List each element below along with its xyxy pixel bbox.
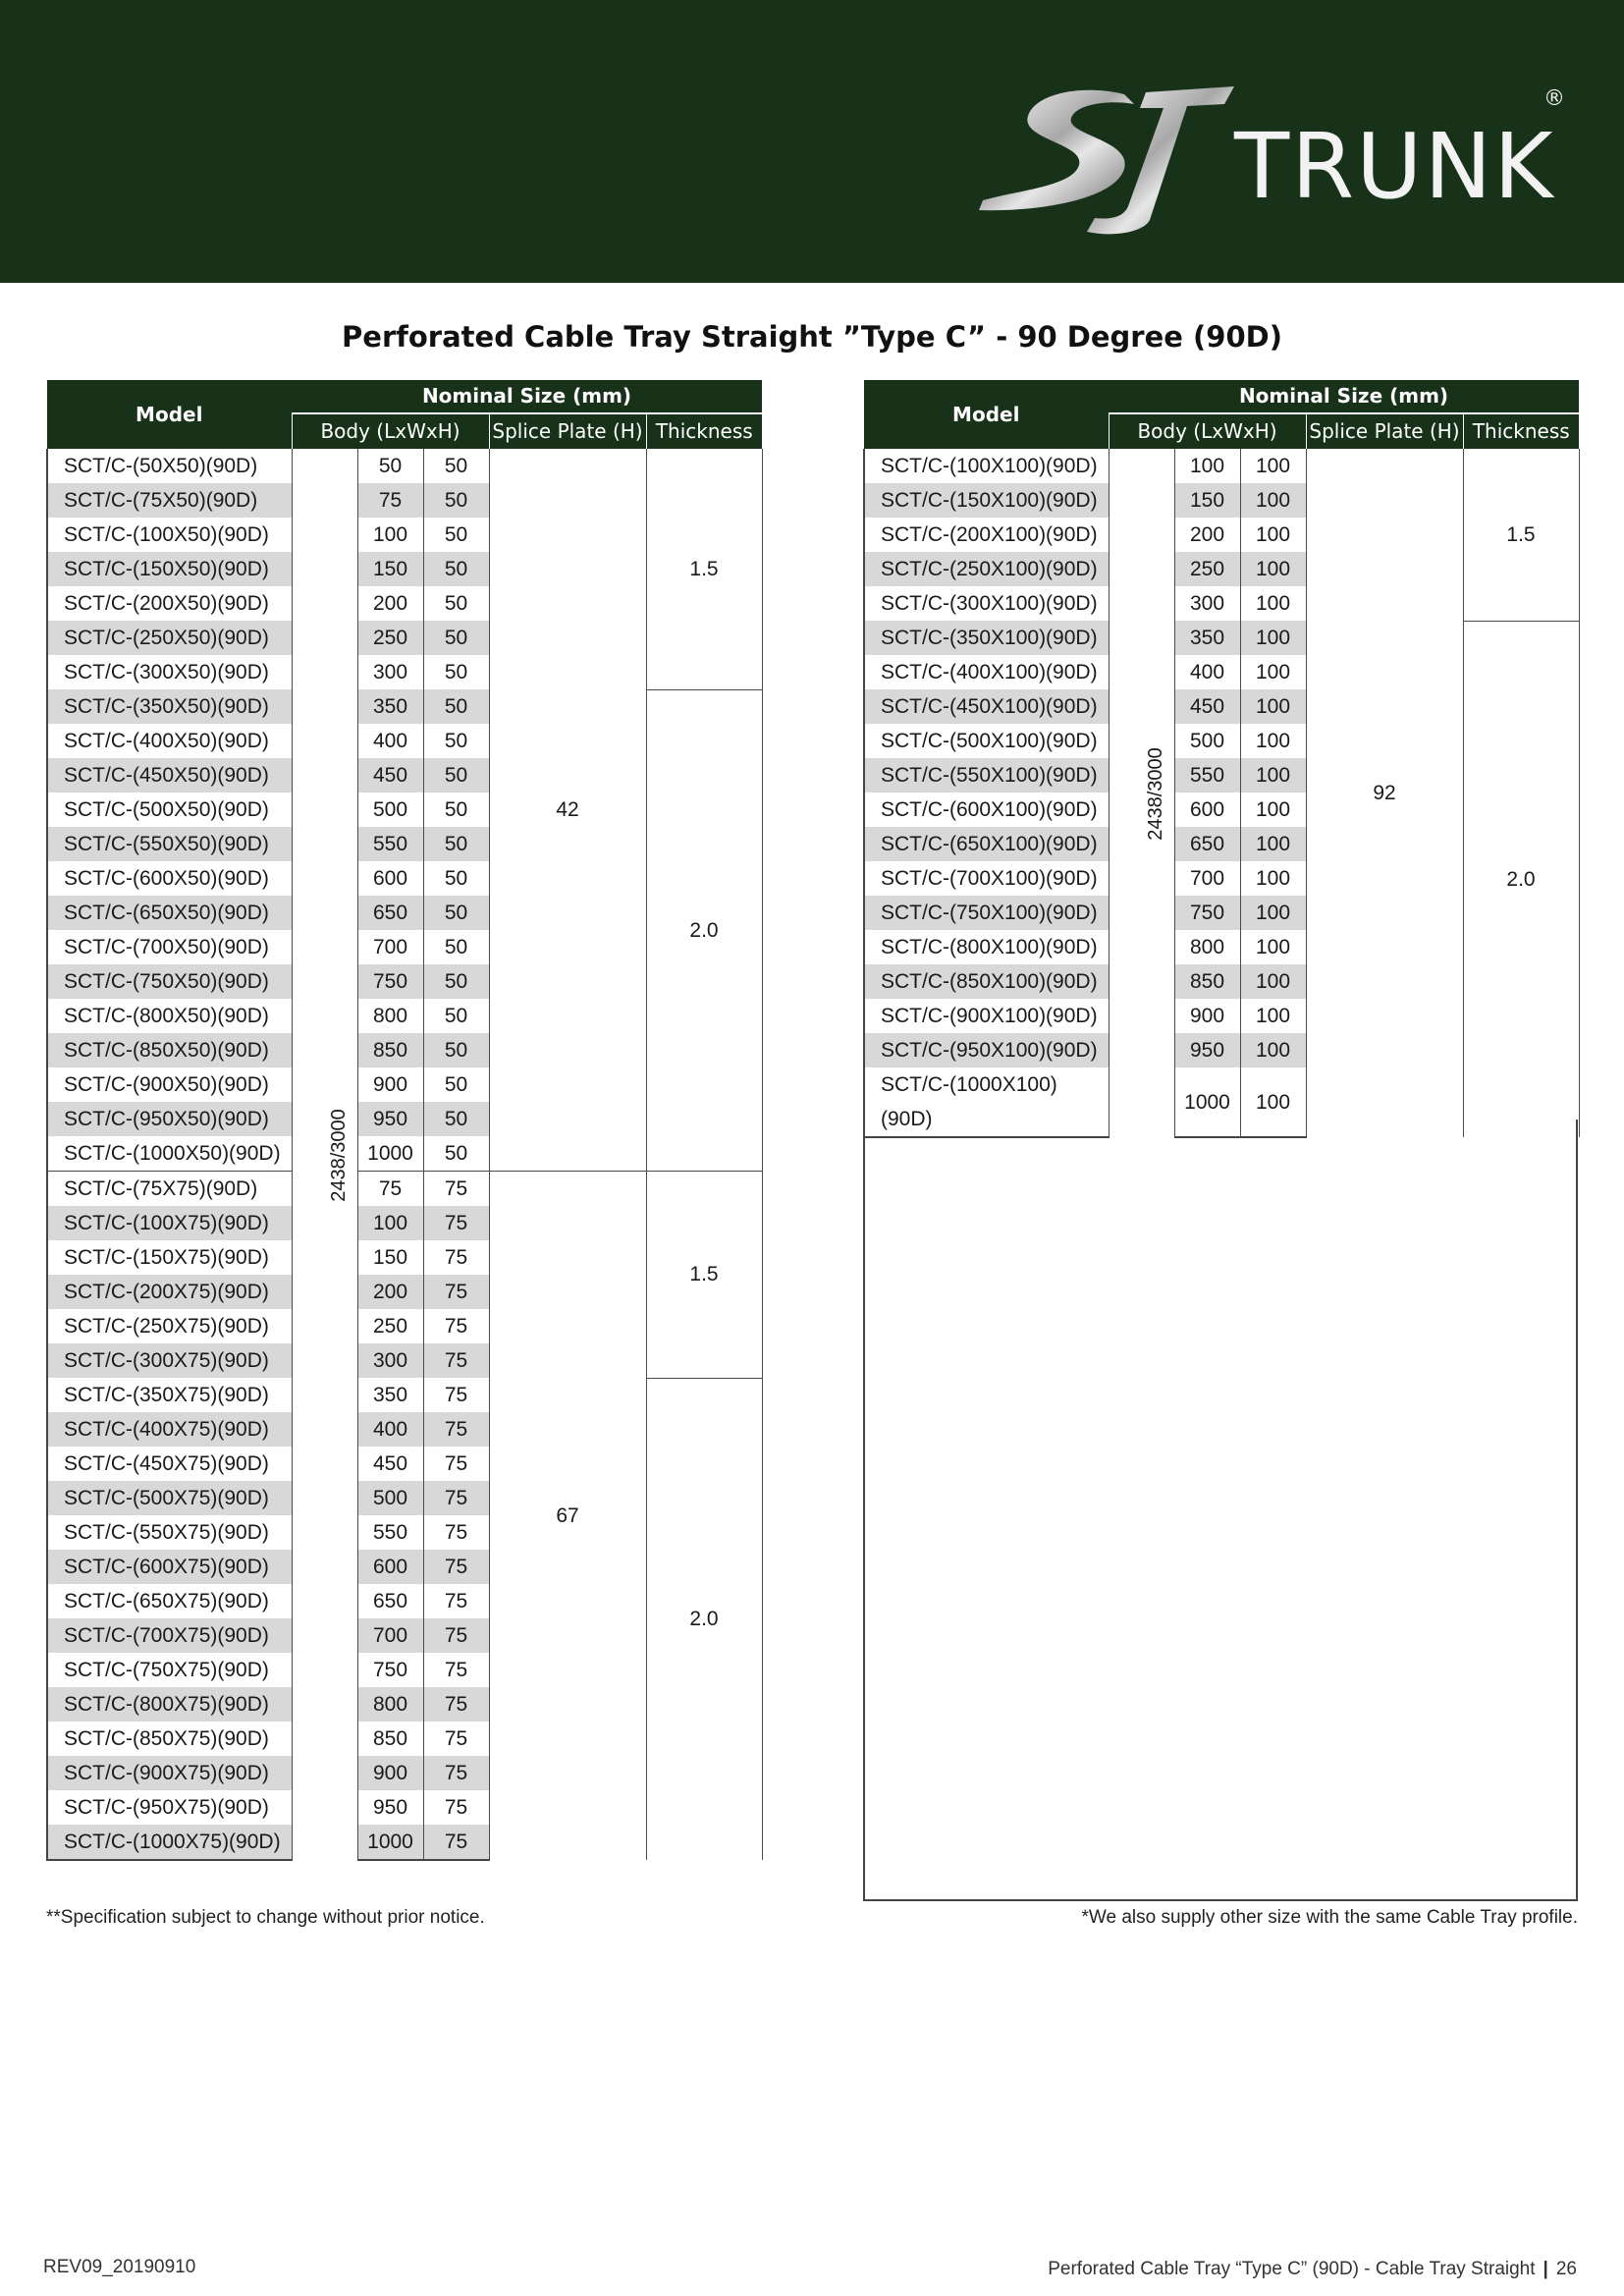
width-cell: 75 (357, 483, 423, 518)
model-cell: SCT/C-(700X75)(90D) (47, 1618, 292, 1653)
height-cell: 75 (423, 1275, 489, 1309)
page-title: Perforated Cable Tray Straight ”Type C” - 90 Degree (90D) (342, 320, 1282, 354)
table-row (47, 1172, 762, 1207)
model-cell: SCT/C-(600X100)(90D) (864, 793, 1109, 827)
width-cell: 900 (357, 1756, 423, 1790)
height-cell: 50 (423, 1136, 489, 1172)
model-cell: SCT/C-(75X75)(90D) (47, 1172, 292, 1207)
model-cell: SCT/C-(250X75)(90D) (47, 1309, 292, 1343)
width-cell: 950 (1174, 1033, 1240, 1067)
width-cell: 200 (357, 1275, 423, 1309)
height-cell: 75 (423, 1447, 489, 1481)
spec-table-left (46, 380, 763, 1861)
height-cell: 75 (423, 1343, 489, 1378)
splice-plate-cell: 92 (1306, 449, 1463, 1137)
col-header-model: Model (47, 380, 292, 449)
height-cell: 75 (423, 1825, 489, 1860)
width-cell: 900 (357, 1067, 423, 1102)
registered-mark: ® (1543, 86, 1565, 111)
model-cell: SCT/C-(550X50)(90D) (47, 827, 292, 861)
width-cell: 200 (1174, 518, 1240, 552)
height-cell: 50 (423, 999, 489, 1033)
height-cell: 100 (1240, 930, 1306, 964)
length-cell (292, 449, 357, 1860)
height-cell: 50 (423, 449, 489, 483)
width-cell: 400 (1174, 655, 1240, 689)
height-cell: 50 (423, 861, 489, 896)
model-cell: SCT/C-(1000X75)(90D) (47, 1825, 292, 1860)
width-cell: 500 (1174, 724, 1240, 758)
width-cell: 700 (1174, 861, 1240, 896)
model-cell: SCT/C-(550X75)(90D) (47, 1515, 292, 1550)
width-cell: 950 (357, 1790, 423, 1825)
empty-table-area (863, 1120, 1578, 1901)
width-cell: 100 (1174, 449, 1240, 483)
height-cell: 75 (423, 1378, 489, 1412)
width-cell: 300 (357, 655, 423, 689)
height-cell: 50 (423, 896, 489, 930)
width-cell: 600 (357, 1550, 423, 1584)
height-cell: 75 (423, 1653, 489, 1687)
height-cell: 100 (1240, 861, 1306, 896)
height-cell: 50 (423, 930, 489, 964)
footer-section-title: Perforated Cable Tray “Type C” (90D) - Cable Tray Straight (1048, 2259, 1536, 2279)
height-cell: 50 (423, 552, 489, 586)
width-cell: 550 (357, 1515, 423, 1550)
width-cell: 300 (1174, 586, 1240, 621)
model-cell: SCT/C-(300X50)(90D) (47, 655, 292, 689)
height-cell: 75 (423, 1172, 489, 1207)
col-header-nominal-size: Nominal Size (mm) (292, 380, 762, 413)
model-cell: SCT/C-(100X50)(90D) (47, 518, 292, 552)
height-cell: 75 (423, 1481, 489, 1515)
model-cell: SCT/C-(400X100)(90D) (864, 655, 1109, 689)
thickness-cell: 2.0 (646, 689, 762, 1172)
model-cell: SCT/C-(650X100)(90D) (864, 827, 1109, 861)
height-cell: 100 (1240, 483, 1306, 518)
col-header-thickness: Thickness (646, 413, 762, 449)
width-cell: 600 (1174, 793, 1240, 827)
revision-code: REV09_20190910 (43, 2257, 196, 2277)
width-cell: 1000 (357, 1136, 423, 1172)
thickness-cell: 1.5 (1463, 449, 1579, 621)
model-cell: SCT/C-(100X75)(90D) (47, 1206, 292, 1240)
model-cell: SCT/C-(300X100)(90D) (864, 586, 1109, 621)
width-cell: 500 (357, 793, 423, 827)
width-cell: 900 (1174, 999, 1240, 1033)
splice-plate-cell: 42 (489, 449, 646, 1172)
width-cell: 500 (357, 1481, 423, 1515)
table-row (47, 1378, 762, 1412)
height-cell: 100 (1240, 896, 1306, 930)
model-cell: SCT/C-(250X100)(90D) (864, 552, 1109, 586)
model-cell: SCT/C-(200X50)(90D) (47, 586, 292, 621)
other-sizes-note: *We also supply other size with the same Cable Tray profile. (1081, 1907, 1578, 1928)
sj-logo-mark-icon (977, 75, 1242, 242)
width-cell: 150 (1174, 483, 1240, 518)
model-cell: SCT/C-(750X75)(90D) (47, 1653, 292, 1687)
table-row (47, 689, 762, 724)
width-cell: 250 (1174, 552, 1240, 586)
height-cell: 75 (423, 1756, 489, 1790)
model-cell: SCT/C-(900X75)(90D) (47, 1756, 292, 1790)
splice-plate-cell: 67 (489, 1172, 646, 1861)
width-cell: 400 (357, 1412, 423, 1447)
table-row (864, 621, 1579, 655)
height-cell: 100 (1240, 827, 1306, 861)
width-cell: 550 (1174, 758, 1240, 793)
height-cell: 75 (423, 1790, 489, 1825)
model-cell: SCT/C-(700X50)(90D) (47, 930, 292, 964)
width-cell: 750 (357, 1653, 423, 1687)
model-cell: SCT/C-(950X100)(90D) (864, 1033, 1109, 1067)
model-cell: SCT/C-(50X50)(90D) (47, 449, 292, 483)
model-cell: SCT/C-(450X75)(90D) (47, 1447, 292, 1481)
col-header-body: Body (LxWxH) (1109, 413, 1306, 449)
height-cell: 75 (423, 1687, 489, 1722)
brand-wordmark: TRUNK (1234, 114, 1555, 219)
model-cell: SCT/C-(550X100)(90D) (864, 758, 1109, 793)
width-cell: 800 (357, 1687, 423, 1722)
brand-header (0, 0, 1624, 283)
width-cell: 75 (357, 1172, 423, 1207)
model-cell: SCT/C-(750X50)(90D) (47, 964, 292, 999)
page-number: 26 (1555, 2259, 1577, 2279)
thickness-cell: 1.5 (646, 449, 762, 689)
model-cell: SCT/C-(450X50)(90D) (47, 758, 292, 793)
spec-disclaimer-note: **Specification subject to change without prior notice. (46, 1907, 485, 1928)
model-cell: SCT/C-(400X75)(90D) (47, 1412, 292, 1447)
model-cell: SCT/C-(800X50)(90D) (47, 999, 292, 1033)
model-cell: SCT/C-(800X100)(90D) (864, 930, 1109, 964)
model-cell: SCT/C-(700X100)(90D) (864, 861, 1109, 896)
length-value: 2438/3000 (327, 1108, 350, 1202)
height-cell: 75 (423, 1412, 489, 1447)
height-cell: 50 (423, 655, 489, 689)
brand-logo (977, 75, 1586, 242)
width-cell: 450 (1174, 689, 1240, 724)
width-cell: 650 (1174, 827, 1240, 861)
model-cell: SCT/C-(850X75)(90D) (47, 1722, 292, 1756)
height-cell: 75 (423, 1722, 489, 1756)
model-cell: SCT/C-(900X50)(90D) (47, 1067, 292, 1102)
width-cell: 50 (357, 449, 423, 483)
height-cell: 75 (423, 1618, 489, 1653)
height-cell: 50 (423, 1033, 489, 1067)
model-cell: SCT/C-(100X100)(90D) (864, 449, 1109, 483)
model-cell: SCT/C-(450X100)(90D) (864, 689, 1109, 724)
height-cell: 50 (423, 1102, 489, 1136)
width-cell: 750 (1174, 896, 1240, 930)
col-header-splice-plate: Splice Plate (H) (1306, 413, 1463, 449)
height-cell: 100 (1240, 586, 1306, 621)
height-cell: 100 (1240, 552, 1306, 586)
model-cell: SCT/C-(850X50)(90D) (47, 1033, 292, 1067)
width-cell: 350 (357, 689, 423, 724)
height-cell: 50 (423, 758, 489, 793)
width-cell: 350 (1174, 621, 1240, 655)
page-footer: Perforated Cable Tray “Type C” (90D) - Cable Tray Straight | 26 (1048, 2259, 1577, 2279)
model-cell: SCT/C-(200X100)(90D) (864, 518, 1109, 552)
height-cell: 100 (1240, 621, 1306, 655)
width-cell: 850 (357, 1033, 423, 1067)
width-cell: 650 (357, 1584, 423, 1618)
thickness-cell: 2.0 (646, 1378, 762, 1860)
table-row (864, 449, 1579, 483)
model-cell: SCT/C-(500X100)(90D) (864, 724, 1109, 758)
width-cell: 750 (357, 964, 423, 999)
height-cell: 100 (1240, 793, 1306, 827)
model-cell: SCT/C-(900X100)(90D) (864, 999, 1109, 1033)
model-cell: SCT/C-(500X50)(90D) (47, 793, 292, 827)
height-cell: 100 (1240, 999, 1306, 1033)
height-cell: 75 (423, 1240, 489, 1275)
col-header-splice-plate: Splice Plate (H) (489, 413, 646, 449)
model-cell: SCT/C-(350X100)(90D) (864, 621, 1109, 655)
model-cell: SCT/C-(200X75)(90D) (47, 1275, 292, 1309)
model-cell: SCT/C-(650X75)(90D) (47, 1584, 292, 1618)
model-cell: SCT/C-(350X50)(90D) (47, 689, 292, 724)
width-cell: 850 (357, 1722, 423, 1756)
height-cell: 50 (423, 518, 489, 552)
height-cell: 100 (1240, 1033, 1306, 1067)
height-cell: 50 (423, 964, 489, 999)
thickness-cell: 2.0 (1463, 621, 1579, 1137)
model-cell: SCT/C-(800X75)(90D) (47, 1687, 292, 1722)
model-cell: SCT/C-(150X50)(90D) (47, 552, 292, 586)
model-cell: SCT/C-(1000X50)(90D) (47, 1136, 292, 1172)
width-cell: 1000 (357, 1825, 423, 1860)
model-cell: SCT/C-(950X50)(90D) (47, 1102, 292, 1136)
width-cell: 200 (357, 586, 423, 621)
width-cell: 150 (357, 552, 423, 586)
length-value: 2438/3000 (1144, 746, 1166, 841)
height-cell: 75 (423, 1515, 489, 1550)
model-cell: SCT/C-(75X50)(90D) (47, 483, 292, 518)
col-header-nominal-size: Nominal Size (mm) (1109, 380, 1579, 413)
height-cell: 100 (1240, 758, 1306, 793)
width-cell: 850 (1174, 964, 1240, 999)
width-cell: 400 (357, 724, 423, 758)
model-cell: SCT/C-(850X100)(90D) (864, 964, 1109, 999)
height-cell: 100 (1240, 964, 1306, 999)
model-cell: SCT/C-(300X75)(90D) (47, 1343, 292, 1378)
model-cell: SCT/C-(250X50)(90D) (47, 621, 292, 655)
model-cell: SCT/C-(400X50)(90D) (47, 724, 292, 758)
height-cell: 75 (423, 1550, 489, 1584)
height-cell: 50 (423, 586, 489, 621)
model-cell: SCT/C-(500X75)(90D) (47, 1481, 292, 1515)
col-header-thickness: Thickness (1463, 413, 1579, 449)
model-cell: SCT/C-(750X100)(90D) (864, 896, 1109, 930)
model-cell: SCT/C-(650X50)(90D) (47, 896, 292, 930)
height-cell: 100 (1240, 724, 1306, 758)
width-cell: 650 (357, 896, 423, 930)
height-cell: 75 (423, 1309, 489, 1343)
width-cell: 800 (1174, 930, 1240, 964)
height-cell: 50 (423, 621, 489, 655)
height-cell: 100 (1240, 655, 1306, 689)
width-cell: 450 (357, 758, 423, 793)
height-cell: 50 (423, 724, 489, 758)
model-cell: SCT/C-(950X75)(90D) (47, 1790, 292, 1825)
height-cell: 75 (423, 1206, 489, 1240)
width-cell: 450 (357, 1447, 423, 1481)
width-cell: 100 (357, 518, 423, 552)
height-cell: 50 (423, 689, 489, 724)
height-cell: 50 (423, 483, 489, 518)
width-cell: 250 (357, 1309, 423, 1343)
height-cell: 50 (423, 1067, 489, 1102)
height-cell: 75 (423, 1584, 489, 1618)
width-cell: 800 (357, 999, 423, 1033)
thickness-cell: 1.5 (646, 1172, 762, 1379)
model-cell: SCT/C-(1000X100)(90D) (864, 1067, 1109, 1137)
height-cell: 100 (1240, 1067, 1306, 1137)
model-cell: SCT/C-(350X75)(90D) (47, 1378, 292, 1412)
model-cell: SCT/C-(600X50)(90D) (47, 861, 292, 896)
model-cell: SCT/C-(150X100)(90D) (864, 483, 1109, 518)
width-cell: 700 (357, 930, 423, 964)
spec-table-right (863, 380, 1580, 1138)
height-cell: 50 (423, 827, 489, 861)
model-cell: SCT/C-(150X75)(90D) (47, 1240, 292, 1275)
width-cell: 150 (357, 1240, 423, 1275)
col-header-body: Body (LxWxH) (292, 413, 489, 449)
width-cell: 700 (357, 1618, 423, 1653)
width-cell: 300 (357, 1343, 423, 1378)
width-cell: 600 (357, 861, 423, 896)
width-cell: 950 (357, 1102, 423, 1136)
height-cell: 100 (1240, 689, 1306, 724)
width-cell: 1000 (1174, 1067, 1240, 1137)
height-cell: 100 (1240, 518, 1306, 552)
table-row (47, 449, 762, 483)
height-cell: 100 (1240, 449, 1306, 483)
width-cell: 350 (357, 1378, 423, 1412)
width-cell: 250 (357, 621, 423, 655)
height-cell: 50 (423, 793, 489, 827)
model-cell: SCT/C-(600X75)(90D) (47, 1550, 292, 1584)
length-cell (1109, 449, 1174, 1137)
width-cell: 550 (357, 827, 423, 861)
width-cell: 100 (357, 1206, 423, 1240)
col-header-model: Model (864, 380, 1109, 449)
